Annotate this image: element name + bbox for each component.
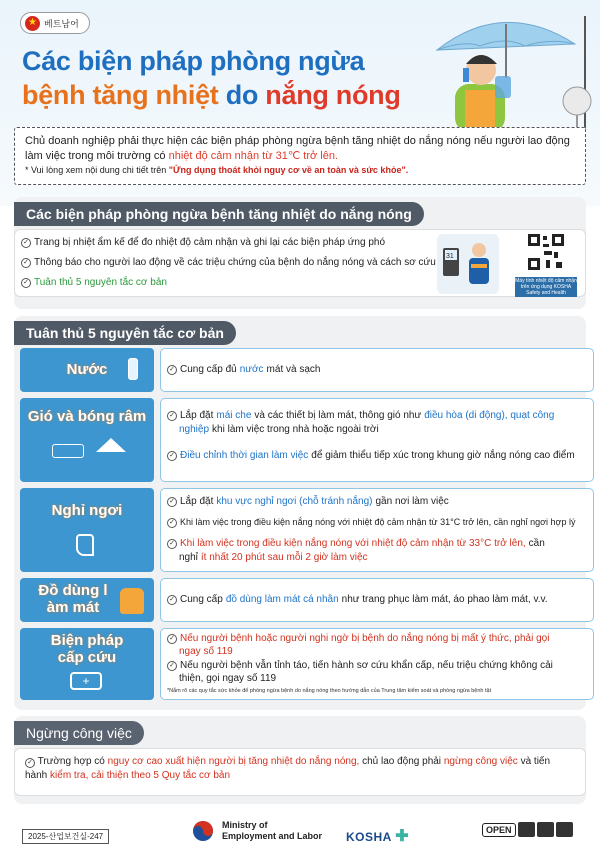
qr-caption: Safety and Health	[526, 290, 566, 296]
principle-name: Gió và bóng râm	[27, 408, 147, 425]
cooling-vest-icon	[120, 588, 144, 614]
section-prevention-measures	[14, 197, 586, 309]
section-stop-work	[14, 716, 586, 804]
water-bottle-icon	[128, 358, 138, 380]
check-icon: ✓	[25, 758, 35, 768]
header-area	[0, 0, 600, 206]
footer	[0, 812, 600, 855]
worker-umbrella-illustration	[425, 6, 600, 132]
qr-caption: trên ứng dụng KOSHA	[520, 284, 572, 290]
title-part-b: do	[225, 80, 259, 110]
list-item: ✓ Lắp đặt mái che và các thiết bị làm mát, thông gió như điều hòa (di động), quạt công	[167, 409, 554, 422]
check-icon: ✓	[167, 539, 177, 549]
check-icon: ✓	[167, 518, 177, 528]
principle-label-cooling	[20, 578, 154, 622]
intro-note: * Vui lòng xem nội dung chi tiết trên "Ứng dụng thoát khỏi nguy cơ về an toàn và sức khỏe".	[25, 165, 409, 175]
principle-label-shade	[20, 398, 154, 482]
list-item-cont: ngay số 119	[179, 646, 233, 657]
qr-caption: Máy tính nhiệt độ cảm nhận	[515, 278, 577, 284]
list-item: ✓ Cung cấp đồ dùng làm mát cá nhân như trang phục làm mát, áo phao làm mát, v.v.	[167, 593, 548, 606]
principle-label-first-aid	[20, 628, 154, 700]
ambulance-icon: +	[70, 672, 102, 690]
principle-body-first-aid	[160, 628, 594, 700]
principle-name: Đồ dùng l àm mát	[38, 582, 108, 616]
language-badge	[20, 12, 90, 34]
check-icon: ✓	[167, 497, 177, 507]
ministry-logo	[192, 820, 322, 842]
check-icon: ✓	[21, 258, 31, 268]
intro-notice-box	[14, 127, 586, 185]
list-item: ✓ Thông báo cho người lao động về các triệu chứng của bệnh do nắng nóng và cách sơ cứu	[21, 256, 436, 269]
check-icon: ✓	[167, 365, 177, 375]
principle-name: Nước	[66, 361, 108, 378]
principle-body-water	[160, 348, 594, 392]
section-five-principles	[14, 316, 586, 710]
list-item-cont: nghiệp khi làm việc trong nhà hoặc ngoài trời	[179, 424, 379, 435]
language-badge-label: 베트남어	[44, 18, 79, 29]
check-icon: ✓	[167, 451, 177, 461]
document-code: 2025-산업보건실-247	[22, 829, 109, 844]
principle-body-rest	[160, 488, 594, 572]
app-name: "Ứng dụng thoát khỏi nguy cơ về an toàn và sức khỏe".	[168, 165, 409, 175]
check-icon: ✓	[167, 661, 177, 671]
kosha-cross-icon: ✚	[395, 828, 410, 845]
section3-box: ✓ Trường hợp có nguy cơ cao xuất hiện người bị tăng nhiệt do nắng nóng, chủ lao động phải ngừng công việc và tiến hành kiểm tra, cải thiện theo 5 Quy tắc cơ bản	[14, 748, 586, 796]
qr-code-block[interactable]	[515, 232, 577, 296]
air-conditioner-icon	[52, 444, 84, 458]
qr-code-icon	[526, 232, 566, 272]
open-label: OPEN	[482, 823, 516, 837]
check-icon: ✓	[21, 278, 31, 288]
page-title-line2	[22, 80, 401, 111]
title-part-a: bệnh tăng nhiệt	[22, 80, 219, 110]
check-icon: ✓	[167, 411, 177, 421]
list-item: ✓ Nếu người bệnh hoặc người nghi ngờ bị bệnh do nắng nóng bị mất ý thức, phải gọi	[167, 632, 549, 645]
license-icon	[518, 822, 535, 837]
list-item: ✓ Điều chỉnh thời gian làm việc để giảm thiểu tiếp xúc trong khung giờ nắng nóng cao điểm	[167, 449, 575, 462]
intro-highlight: nhiệt độ cảm nhận từ 31℃ trở lên.	[168, 150, 338, 162]
vietnam-flag-icon: ★	[25, 16, 40, 31]
principle-name: Nghỉ ngơi	[51, 502, 123, 519]
list-item: ✓ Trang bị nhiệt ẩm kế để đo nhiệt độ cảm nhận và ghi lại các biện pháp ứng phó	[21, 236, 385, 249]
device-reading: 31	[446, 253, 454, 260]
principle-body-shade	[160, 398, 594, 482]
license-icon	[556, 822, 573, 837]
resting-person-icon	[76, 534, 94, 556]
check-icon: ✓	[167, 634, 177, 644]
list-item-cont: thiện, gọi ngay số 119	[179, 673, 277, 684]
section2-heading: Tuân thủ 5 nguyên tắc cơ bản	[14, 321, 236, 345]
principle-label-rest	[20, 488, 154, 572]
check-icon: ✓	[167, 595, 177, 605]
section1-box	[14, 229, 586, 297]
section3-heading: Ngừng công việc	[14, 721, 144, 745]
first-aid-footnote: *Nắm rõ các quy tắc sức khỏe để phòng ngừa bệnh do nắng nóng theo hướng dẫn của Trung tâm kiểm soát và phòng ngừa bệnh tật	[167, 688, 492, 694]
ministry-name: Ministry of	[222, 820, 268, 830]
open-license-badge	[482, 822, 573, 837]
list-item: ✓ Tuân thủ 5 nguyên tắc cơ bản	[21, 276, 167, 289]
title-part-c: nắng nóng	[265, 80, 401, 110]
list-item: ✓ Nếu người bệnh vẫn tỉnh táo, tiến hành sơ cứu khẩn cấp, nếu triệu chứng không cải	[167, 659, 553, 672]
page-title-line1: Các biện pháp phòng ngừa	[22, 46, 365, 76]
section1-heading: Các biện pháp phòng ngừa bệnh tăng nhiệt do nắng nóng	[14, 202, 424, 226]
tent-icon	[96, 438, 126, 452]
list-item-cont: nghỉ ít nhất 20 phút sau mỗi 2 giờ làm việc	[179, 552, 368, 563]
taegeuk-logo-icon	[192, 820, 214, 842]
ministry-name: Employment and Labor	[222, 831, 323, 841]
intro-text: Chủ doanh nghiệp phải thực hiện các biện pháp phòng ngừa bệnh tăng nhiệt do nắng nóng nếu người lao động làm việc trong môi trường có nhiệt độ cảm nhận từ 31℃ trở lên.	[25, 135, 570, 162]
kosha-logo: KOSHA ✚	[346, 828, 410, 845]
principle-label-water	[20, 348, 154, 392]
principle-body-cooling	[160, 578, 594, 622]
thermometer-device-illustration	[435, 232, 501, 296]
principle-name: Biện pháp cấp cứu	[50, 632, 124, 666]
list-item: ✓ Khi làm việc trong điều kiện nắng nóng với nhiệt độ cảm nhận từ 31°C trở lên, cần nghỉ ngơi hợp lý	[167, 516, 575, 529]
list-item: ✓ Cung cấp đủ nước mát và sạch	[167, 363, 320, 376]
list-item: ✓ Khi làm việc trong điều kiện nắng nóng với nhiệt độ cảm nhận từ 33°C trở lên, cần	[167, 537, 545, 550]
list-item: ✓ Lắp đặt khu vực nghỉ ngơi (chỗ tránh nắng) gần nơi làm việc	[167, 495, 449, 508]
check-icon: ✓	[21, 238, 31, 248]
license-icon	[537, 822, 554, 837]
